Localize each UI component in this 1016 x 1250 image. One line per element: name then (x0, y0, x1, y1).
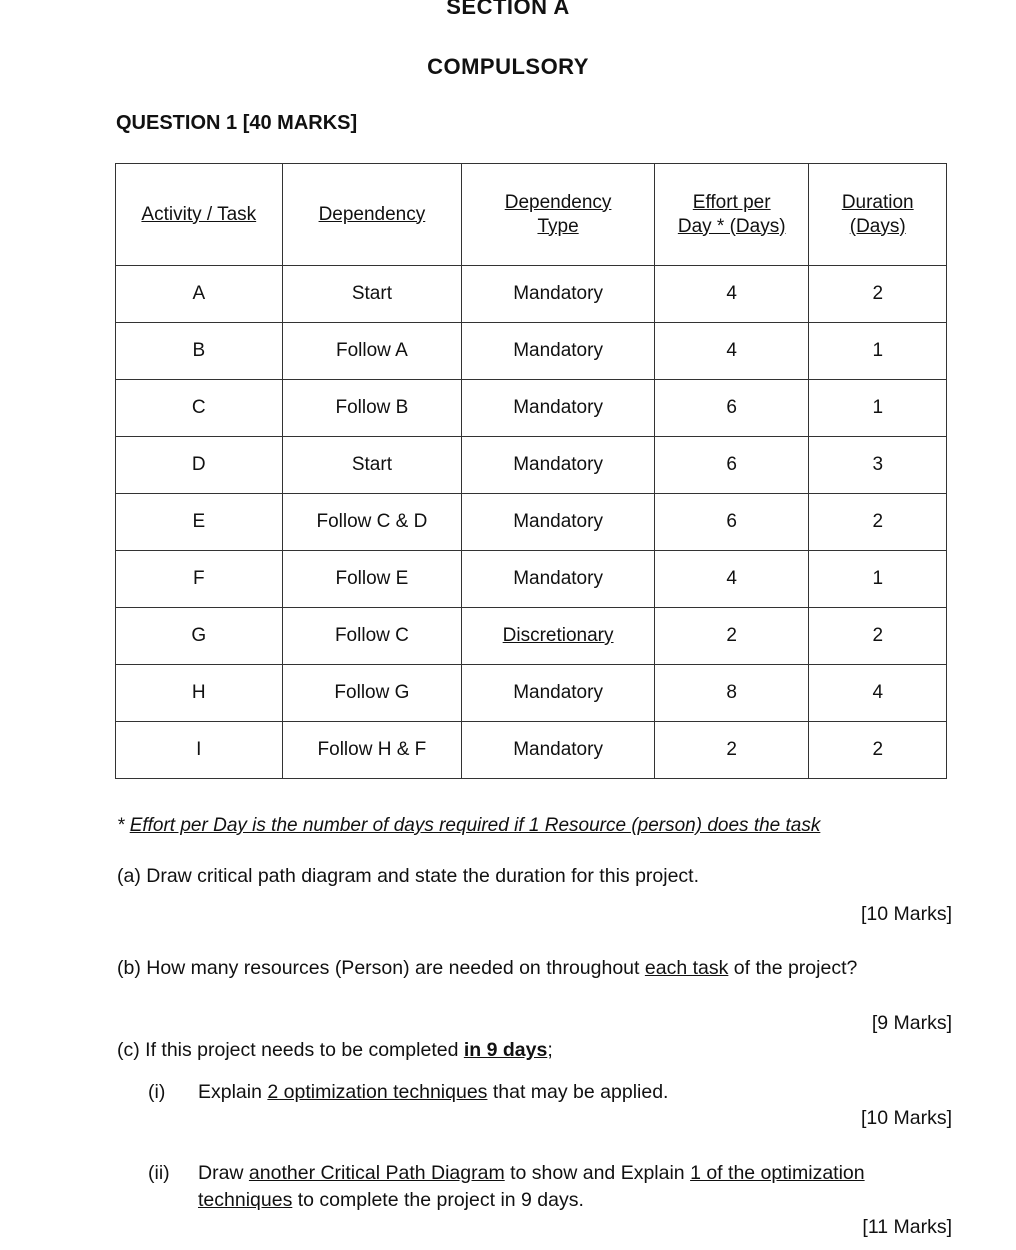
activity-table (115, 163, 947, 779)
table-row (116, 722, 947, 779)
table-cell: Follow E (282, 551, 462, 608)
footnote-text: Effort per Day is the number of days required if 1 Resource (person) does the task (129, 815, 821, 836)
table-cell: 4 (654, 551, 809, 608)
table-cell: C (116, 380, 283, 437)
question-cii-emphasis-2: 1 of the optimization (690, 1162, 865, 1184)
table-cell: Mandatory (462, 551, 655, 608)
question-title: QUESTION 1 [40 MARKS] (116, 112, 358, 134)
header-duration: Duration (Days) (809, 164, 947, 266)
table-cell: Mandatory (462, 380, 655, 437)
table-row (116, 380, 947, 437)
question-ci-number: (i) (148, 1081, 166, 1103)
header-effort-per-day: Effort per Day * (Days) (654, 164, 809, 266)
table-cell: 2 (654, 608, 809, 665)
question-cii-emphasis-3: techniques (198, 1189, 293, 1211)
table-cell: 1 (809, 323, 947, 380)
table-cell: Discretionary (462, 608, 655, 665)
table-cell: E (116, 494, 283, 551)
question-c-emphasis: in 9 days (463, 1039, 548, 1061)
question-cii-number: (ii) (148, 1162, 170, 1184)
section-title: SECTION A (446, 0, 570, 19)
header-dependency: Dependency (282, 164, 462, 266)
table-cell: B (116, 323, 283, 380)
question-ci: Explain 2 optimization techniques that may be applied. (198, 1081, 669, 1103)
table-cell: Follow C (282, 608, 462, 665)
question-cii-line1: Draw another Critical Path Diagram to show and Explain 1 of the optimization (198, 1162, 865, 1184)
table-cell: 6 (654, 380, 809, 437)
table-cell: 1 (809, 551, 947, 608)
table-cell: F (116, 551, 283, 608)
table-cell: 4 (654, 266, 809, 323)
table-cell: 1 (809, 380, 947, 437)
question-a-marks: [10 Marks] (860, 903, 952, 925)
footnote (117, 815, 820, 837)
table-cell: Mandatory (462, 323, 655, 380)
question-ci-marks: [10 Marks] (860, 1107, 952, 1129)
table-row (116, 665, 947, 722)
table-cell: Follow B (282, 380, 462, 437)
table-cell: 4 (654, 323, 809, 380)
table-row (116, 437, 947, 494)
table-cell: Mandatory (462, 437, 655, 494)
table-cell: 8 (654, 665, 809, 722)
table-cell: G (116, 608, 283, 665)
table-cell: Start (282, 437, 462, 494)
table-cell: Follow A (282, 323, 462, 380)
table-cell: Mandatory (462, 665, 655, 722)
table-cell: I (116, 722, 283, 779)
question-b: (b) How many resources (Person) are needed on throughout each task of the project? (117, 957, 858, 979)
table-row (116, 551, 947, 608)
table-cell: Follow C & D (282, 494, 462, 551)
table-cell: 2 (809, 722, 947, 779)
table-cell: 4 (809, 665, 947, 722)
table-cell: Start (282, 266, 462, 323)
table-cell: 3 (809, 437, 947, 494)
question-a: (a) Draw critical path diagram and state the duration for this project. (117, 865, 700, 887)
table-cell: 2 (654, 722, 809, 779)
table-cell: D (116, 437, 283, 494)
table-row (116, 608, 947, 665)
table-row (116, 323, 947, 380)
question-c: (c) If this project needs to be completed in 9 days; (117, 1039, 553, 1061)
table-cell: 2 (809, 494, 947, 551)
footnote-star: * (117, 815, 130, 836)
table-cell: Mandatory (462, 722, 655, 779)
table-cell: H (116, 665, 283, 722)
question-cii-line2: techniques to complete the project in 9 days. (198, 1189, 584, 1211)
table-row (116, 494, 947, 551)
question-cii-emphasis-1: another Critical Path Diagram (248, 1162, 505, 1184)
header-dependency-type: Dependency Type (462, 164, 655, 266)
table-cell: Mandatory (462, 494, 655, 551)
table-body (116, 266, 947, 779)
table-cell: Mandatory (462, 266, 655, 323)
table-cell: Follow H & F (282, 722, 462, 779)
header-activity: Activity / Task (116, 164, 283, 266)
table-cell: Follow G (282, 665, 462, 722)
question-cii-marks: [11 Marks] (862, 1216, 952, 1238)
question-ci-emphasis: 2 optimization techniques (267, 1081, 488, 1103)
question-b-emphasis: each task (644, 957, 729, 979)
table-cell: 2 (809, 266, 947, 323)
question-b-marks: [9 Marks] (871, 1012, 952, 1034)
table-row (116, 266, 947, 323)
table-cell: 6 (654, 437, 809, 494)
compulsory-heading: COMPULSORY (427, 54, 589, 79)
table-cell: 2 (809, 608, 947, 665)
table-cell: A (116, 266, 283, 323)
table-cell: 6 (654, 494, 809, 551)
table-header-row (116, 164, 947, 266)
